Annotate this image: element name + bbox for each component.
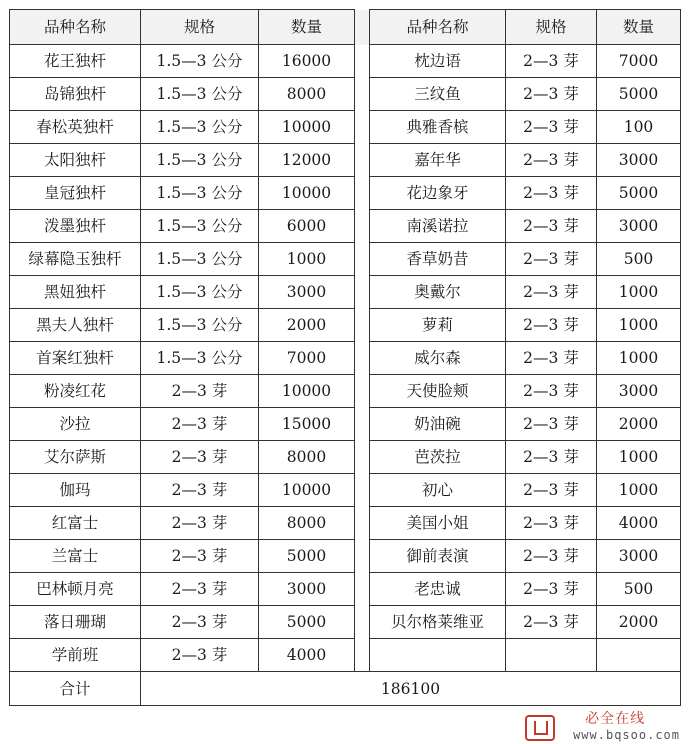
right-qty-cell: 3000 — [597, 144, 681, 177]
right-spec-cell: 2—3 芽 — [506, 276, 597, 309]
table-row — [10, 342, 681, 375]
right-name-cell: 芭茨拉 — [370, 441, 506, 474]
right-name-cell: 枕边语 — [370, 45, 506, 78]
column-gap — [355, 78, 370, 111]
right-qty-cell: 3000 — [597, 540, 681, 573]
total-row — [10, 672, 681, 706]
right-name-cell: 威尔森 — [370, 342, 506, 375]
left-qty-cell: 10000 — [259, 111, 355, 144]
right-name-cell: 南溪诺拉 — [370, 210, 506, 243]
header-name: 品种名称 — [370, 10, 506, 45]
watermark-url: www.bqsoo.com — [573, 728, 680, 742]
left-spec-cell: 1.5—3 公分 — [141, 45, 259, 78]
table-row — [10, 408, 681, 441]
table-row — [10, 177, 681, 210]
table-row — [10, 45, 681, 78]
left-spec-cell: 1.5—3 公分 — [141, 210, 259, 243]
column-gap — [355, 243, 370, 276]
header-spec: 规格 — [141, 10, 259, 45]
left-name-cell: 沙拉 — [10, 408, 141, 441]
left-spec-cell: 2—3 芽 — [141, 408, 259, 441]
left-qty-cell: 15000 — [259, 408, 355, 441]
right-spec-cell: 2—3 芽 — [506, 573, 597, 606]
left-qty-cell: 10000 — [259, 474, 355, 507]
left-name-cell: 岛锦独杆 — [10, 78, 141, 111]
right-qty-cell: 5000 — [597, 78, 681, 111]
left-spec-cell: 2—3 芽 — [141, 606, 259, 639]
column-gap — [355, 10, 370, 45]
right-name-cell: 天使脸颊 — [370, 375, 506, 408]
right-qty-cell: 1000 — [597, 441, 681, 474]
table-row — [10, 210, 681, 243]
column-gap — [355, 342, 370, 375]
header-spec: 规格 — [506, 10, 597, 45]
right-spec-cell: 2—3 芽 — [506, 507, 597, 540]
right-qty-cell — [597, 639, 681, 672]
table-row — [10, 573, 681, 606]
right-name-cell: 香草奶昔 — [370, 243, 506, 276]
left-name-cell: 黑夫人独杆 — [10, 309, 141, 342]
header-row — [10, 10, 681, 45]
left-name-cell: 春松英独杆 — [10, 111, 141, 144]
left-qty-cell: 16000 — [259, 45, 355, 78]
left-name-cell: 兰富士 — [10, 540, 141, 573]
left-qty-cell: 8000 — [259, 78, 355, 111]
right-qty-cell: 4000 — [597, 507, 681, 540]
left-name-cell: 花王独杆 — [10, 45, 141, 78]
right-name-cell: 老忠诚 — [370, 573, 506, 606]
column-gap — [355, 210, 370, 243]
column-gap — [355, 276, 370, 309]
table-row — [10, 78, 681, 111]
right-name-cell: 贝尔格莱维亚 — [370, 606, 506, 639]
right-name-cell: 典雅香槟 — [370, 111, 506, 144]
left-qty-cell: 3000 — [259, 276, 355, 309]
right-spec-cell: 2—3 芽 — [506, 342, 597, 375]
column-gap — [355, 573, 370, 606]
left-name-cell: 红富士 — [10, 507, 141, 540]
right-qty-cell: 7000 — [597, 45, 681, 78]
right-spec-cell: 2—3 芽 — [506, 78, 597, 111]
table-row — [10, 375, 681, 408]
right-name-cell: 御前表演 — [370, 540, 506, 573]
right-name-cell: 初心 — [370, 474, 506, 507]
column-gap — [355, 111, 370, 144]
right-spec-cell: 2—3 芽 — [506, 177, 597, 210]
left-name-cell: 学前班 — [10, 639, 141, 672]
left-spec-cell: 2—3 芽 — [141, 573, 259, 606]
table-row — [10, 507, 681, 540]
header-qty: 数量 — [597, 10, 681, 45]
right-qty-cell: 2000 — [597, 408, 681, 441]
right-spec-cell: 2—3 芽 — [506, 441, 597, 474]
left-qty-cell: 5000 — [259, 540, 355, 573]
left-qty-cell: 10000 — [259, 177, 355, 210]
right-qty-cell: 100 — [597, 111, 681, 144]
column-gap — [355, 309, 370, 342]
left-spec-cell: 2—3 芽 — [141, 540, 259, 573]
left-name-cell: 落日珊瑚 — [10, 606, 141, 639]
right-name-cell: 奥戴尔 — [370, 276, 506, 309]
left-qty-cell: 8000 — [259, 441, 355, 474]
right-qty-cell: 500 — [597, 573, 681, 606]
left-spec-cell: 1.5—3 公分 — [141, 276, 259, 309]
left-qty-cell: 3000 — [259, 573, 355, 606]
right-spec-cell: 2—3 芽 — [506, 474, 597, 507]
left-spec-cell: 2—3 芽 — [141, 507, 259, 540]
left-qty-cell: 12000 — [259, 144, 355, 177]
column-gap — [355, 540, 370, 573]
left-name-cell: 皇冠独杆 — [10, 177, 141, 210]
right-spec-cell: 2—3 芽 — [506, 144, 597, 177]
left-name-cell: 首案红独杆 — [10, 342, 141, 375]
right-name-cell: 花边象牙 — [370, 177, 506, 210]
right-spec-cell: 2—3 芽 — [506, 408, 597, 441]
right-spec-cell: 2—3 芽 — [506, 309, 597, 342]
right-name-cell — [370, 639, 506, 672]
left-name-cell: 黑妞独杆 — [10, 276, 141, 309]
left-spec-cell: 1.5—3 公分 — [141, 144, 259, 177]
column-gap — [355, 408, 370, 441]
right-spec-cell: 2—3 芽 — [506, 111, 597, 144]
right-name-cell: 嘉年华 — [370, 144, 506, 177]
table-row — [10, 111, 681, 144]
left-name-cell: 粉凌红花 — [10, 375, 141, 408]
watermark — [573, 708, 680, 742]
column-gap — [355, 639, 370, 672]
right-name-cell: 奶油碗 — [370, 408, 506, 441]
total-label: 合计 — [10, 672, 141, 706]
left-qty-cell: 4000 — [259, 639, 355, 672]
table-row — [10, 606, 681, 639]
left-qty-cell: 6000 — [259, 210, 355, 243]
left-spec-cell: 1.5—3 公分 — [141, 177, 259, 210]
right-name-cell: 萝莉 — [370, 309, 506, 342]
left-spec-cell: 1.5—3 公分 — [141, 243, 259, 276]
right-qty-cell: 500 — [597, 243, 681, 276]
left-spec-cell: 1.5—3 公分 — [141, 309, 259, 342]
left-name-cell: 伽玛 — [10, 474, 141, 507]
left-name-cell: 巴林顿月亮 — [10, 573, 141, 606]
right-spec-cell: 2—3 芽 — [506, 243, 597, 276]
column-gap — [355, 375, 370, 408]
table-row — [10, 144, 681, 177]
left-name-cell: 艾尔萨斯 — [10, 441, 141, 474]
column-gap — [355, 45, 370, 78]
logo-icon — [525, 715, 555, 741]
table-row — [10, 243, 681, 276]
left-qty-cell: 1000 — [259, 243, 355, 276]
left-qty-cell: 7000 — [259, 342, 355, 375]
left-spec-cell: 1.5—3 公分 — [141, 111, 259, 144]
table-row — [10, 309, 681, 342]
right-spec-cell: 2—3 芽 — [506, 45, 597, 78]
left-name-cell: 泼墨独杆 — [10, 210, 141, 243]
left-qty-cell: 5000 — [259, 606, 355, 639]
header-qty: 数量 — [259, 10, 355, 45]
right-qty-cell: 3000 — [597, 375, 681, 408]
watermark-text: 必全在线 — [585, 711, 646, 727]
right-qty-cell: 1000 — [597, 309, 681, 342]
right-name-cell: 美国小姐 — [370, 507, 506, 540]
right-spec-cell: 2—3 芽 — [506, 210, 597, 243]
left-spec-cell: 2—3 芽 — [141, 375, 259, 408]
right-qty-cell: 2000 — [597, 606, 681, 639]
left-spec-cell: 2—3 芽 — [141, 639, 259, 672]
right-qty-cell: 1000 — [597, 474, 681, 507]
planting-table — [9, 9, 681, 706]
table-row — [10, 276, 681, 309]
left-spec-cell: 2—3 芽 — [141, 474, 259, 507]
table-row — [10, 639, 681, 672]
table-row — [10, 540, 681, 573]
table-row — [10, 474, 681, 507]
column-gap — [355, 606, 370, 639]
left-qty-cell: 2000 — [259, 309, 355, 342]
right-spec-cell — [506, 639, 597, 672]
right-qty-cell: 1000 — [597, 342, 681, 375]
left-spec-cell: 1.5—3 公分 — [141, 342, 259, 375]
right-spec-cell: 2—3 芽 — [506, 606, 597, 639]
right-qty-cell: 1000 — [597, 276, 681, 309]
left-name-cell: 绿幕隐玉独杆 — [10, 243, 141, 276]
column-gap — [355, 177, 370, 210]
total-value: 186100 — [141, 672, 681, 706]
column-gap — [355, 144, 370, 177]
left-spec-cell: 2—3 芽 — [141, 441, 259, 474]
table-row — [10, 441, 681, 474]
right-qty-cell: 5000 — [597, 177, 681, 210]
left-qty-cell: 10000 — [259, 375, 355, 408]
column-gap — [355, 507, 370, 540]
column-gap — [355, 474, 370, 507]
left-name-cell: 太阳独杆 — [10, 144, 141, 177]
column-gap — [355, 441, 370, 474]
right-qty-cell: 3000 — [597, 210, 681, 243]
header-name: 品种名称 — [10, 10, 141, 45]
left-spec-cell: 1.5—3 公分 — [141, 78, 259, 111]
right-spec-cell: 2—3 芽 — [506, 375, 597, 408]
right-spec-cell: 2—3 芽 — [506, 540, 597, 573]
left-qty-cell: 8000 — [259, 507, 355, 540]
right-name-cell: 三纹鱼 — [370, 78, 506, 111]
